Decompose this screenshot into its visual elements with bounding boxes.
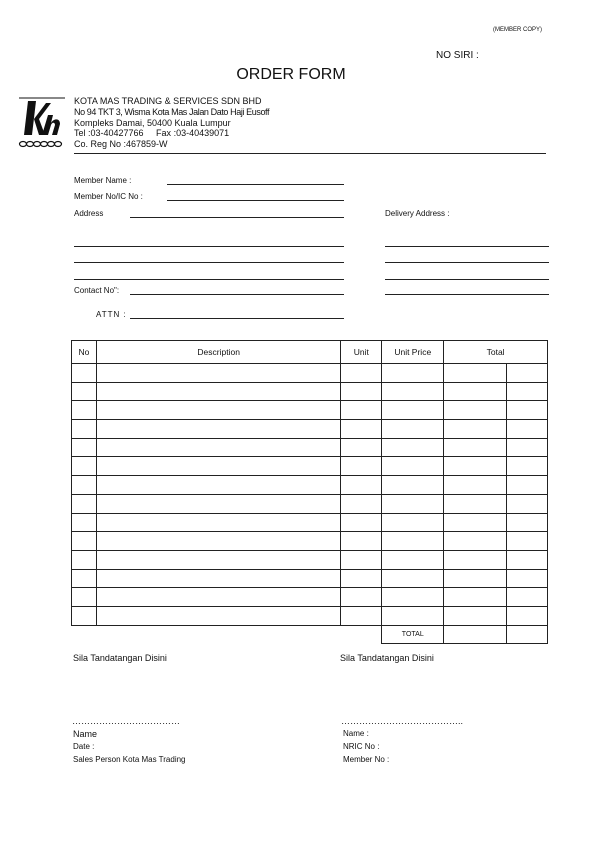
cell-no[interactable] [72,420,97,439]
delivery-address-line1[interactable] [385,246,549,247]
delivery-address-line3[interactable] [385,279,549,280]
left-name-label: Name [73,729,98,739]
cell-no[interactable] [72,513,97,532]
right-signature-line[interactable]: ………………………………….. [341,716,464,726]
cell-unit[interactable] [341,550,382,569]
table-row [72,420,548,439]
company-info [74,96,269,150]
company-phone: Tel :03-40427766 Fax :03-40439071 [74,128,230,139]
cell-total[interactable] [444,532,507,551]
cell-total-cents[interactable] [507,420,548,439]
cell-total[interactable] [444,494,507,513]
left-signature-prompt: Sila Tandatangan Disini [73,653,167,663]
member-ic-field[interactable] [167,200,344,201]
cell-total[interactable] [444,420,507,439]
table-row [72,569,548,588]
cell-description[interactable] [96,420,340,439]
cell-unit[interactable] [341,382,382,401]
column-header-no: No [72,341,97,364]
cell-unit[interactable] [341,606,382,625]
cell-no[interactable] [72,457,97,476]
left-role-label: Sales Person Kota Mas Trading [73,755,186,764]
cell-total-cents[interactable] [507,382,548,401]
cell-total[interactable] [444,457,507,476]
company-address-line1: No 94 TKT 3, Wisma Kota Mas Jalan Dato Haji Eusoff [74,106,270,117]
table-row [72,476,548,495]
cell-description[interactable] [96,550,340,569]
cell-total-cents[interactable] [507,588,548,607]
table-row [72,401,548,420]
cell-unit-price[interactable] [382,588,444,607]
cell-total-cents[interactable] [507,364,548,383]
cell-unit-price[interactable] [382,513,444,532]
company-name: KOTA MAS TRADING & SERVICES SDN BHD [74,96,262,106]
cell-no[interactable] [72,588,97,607]
company-address-line2: Kompleks Damai, 50400 Kuala Lumpur [74,117,231,128]
cell-unit-price[interactable] [382,494,444,513]
cell-unit[interactable] [341,588,382,607]
right-nric-label: NRIC No : [343,742,380,751]
delivery-address-line4[interactable] [385,294,549,295]
cell-unit-price[interactable] [382,438,444,457]
cell-no[interactable] [72,401,97,420]
right-member-label: Member No : [343,755,390,764]
cell-unit-price[interactable] [382,476,444,495]
cell-unit[interactable] [341,457,382,476]
cell-unit-price[interactable] [382,420,444,439]
cell-description[interactable] [96,438,340,457]
cell-unit-price[interactable] [382,457,444,476]
cell-total-cents[interactable] [507,476,548,495]
cell-unit[interactable] [341,513,382,532]
cell-description[interactable] [96,364,340,383]
cell-unit[interactable] [341,438,382,457]
cell-description[interactable] [96,494,340,513]
member-ic-label: Member No/IC No : [74,192,143,201]
table-row [72,588,548,607]
cell-unit-price[interactable] [382,606,444,625]
column-header-total: Total [444,341,548,364]
address-label: Address [74,209,104,218]
cell-unit-price[interactable] [382,532,444,551]
cell-description[interactable] [96,513,340,532]
cell-total[interactable] [444,364,507,383]
table-row [72,438,548,457]
cell-total-cents[interactable] [507,457,548,476]
cell-description[interactable] [96,588,340,607]
delivery-address-line2[interactable] [385,262,549,263]
right-signature-prompt: Sila Tandatangan Disini [340,653,434,663]
cell-total[interactable] [444,476,507,495]
cell-description[interactable] [96,476,340,495]
column-header-unit: Unit [341,341,382,364]
left-signature-line[interactable]: ……………………………… [72,716,180,726]
column-header-description: Description [96,341,340,364]
delivery-address-label: Delivery Address : [385,209,450,218]
company-logo-icon [18,97,66,151]
cell-no[interactable] [72,550,97,569]
cell-total-cents[interactable] [507,494,548,513]
cell-no[interactable] [72,532,97,551]
address-field-line2[interactable] [74,246,344,247]
attn-field[interactable] [130,318,344,319]
cell-no[interactable] [72,382,97,401]
total-label: TOTAL [382,625,444,644]
cell-total-cents[interactable] [507,532,548,551]
cell-total[interactable] [444,606,507,625]
cell-description[interactable] [96,401,340,420]
order-items-table [71,340,548,644]
column-header-unit-price: Unit Price [382,341,444,364]
cell-unit[interactable] [341,420,382,439]
page-title: ORDER FORM [236,66,346,83]
cell-unit-price[interactable] [382,569,444,588]
total-value-cents[interactable] [507,625,548,644]
right-name-label: Name : [343,729,369,738]
cell-description[interactable] [96,532,340,551]
cell-no[interactable] [72,476,97,495]
cell-description[interactable] [96,569,340,588]
cell-description[interactable] [96,457,340,476]
cell-total-cents[interactable] [507,606,548,625]
cell-unit[interactable] [341,569,382,588]
table-header-row [72,341,548,364]
address-field-line1[interactable] [130,217,344,218]
cell-description[interactable] [96,606,340,625]
cell-total[interactable] [444,438,507,457]
table-row [72,494,548,513]
cell-total[interactable] [444,513,507,532]
attn-label: ATTN : [96,310,127,319]
left-date-label: Date : [73,742,95,751]
member-name-field[interactable] [167,184,344,185]
copy-label: (MEMBER COPY) [493,27,543,33]
cell-total-cents[interactable] [507,569,548,588]
cell-unit[interactable] [341,494,382,513]
company-reg-no: Co. Reg No :467859-W [74,139,168,150]
table-row [72,382,548,401]
table-row [72,550,548,569]
cell-total[interactable] [444,401,507,420]
cell-total[interactable] [444,382,507,401]
cell-total-cents[interactable] [507,438,548,457]
address-field-line4[interactable] [74,279,344,280]
member-name-label: Member Name : [74,176,132,185]
cell-total[interactable] [444,550,507,569]
header-divider [74,153,546,154]
cell-total[interactable] [444,569,507,588]
cell-no[interactable] [72,494,97,513]
contact-label: Contact No": [74,286,120,295]
cell-unit[interactable] [341,476,382,495]
total-row [72,625,548,644]
cell-unit[interactable] [341,401,382,420]
table-row [72,513,548,532]
cell-total-cents[interactable] [507,401,548,420]
cell-no[interactable] [72,364,97,383]
address-field-line3[interactable] [74,262,344,263]
cell-no[interactable] [72,569,97,588]
cell-no[interactable] [72,438,97,457]
cell-unit-price[interactable] [382,550,444,569]
contact-field[interactable] [130,294,344,295]
cell-unit[interactable] [341,364,382,383]
total-row-spacer [72,625,382,644]
cell-unit-price[interactable] [382,401,444,420]
cell-unit[interactable] [341,532,382,551]
cell-no[interactable] [72,606,97,625]
cell-total[interactable] [444,588,507,607]
table-row [72,457,548,476]
cell-total-cents[interactable] [507,550,548,569]
cell-total-cents[interactable] [507,513,548,532]
table-row [72,364,548,383]
table-row [72,532,548,551]
table-row [72,606,548,625]
serial-number-label: NO SIRI : [436,50,479,61]
cell-unit-price[interactable] [382,364,444,383]
total-value[interactable] [444,625,507,644]
cell-description[interactable] [96,382,340,401]
cell-unit-price[interactable] [382,382,444,401]
